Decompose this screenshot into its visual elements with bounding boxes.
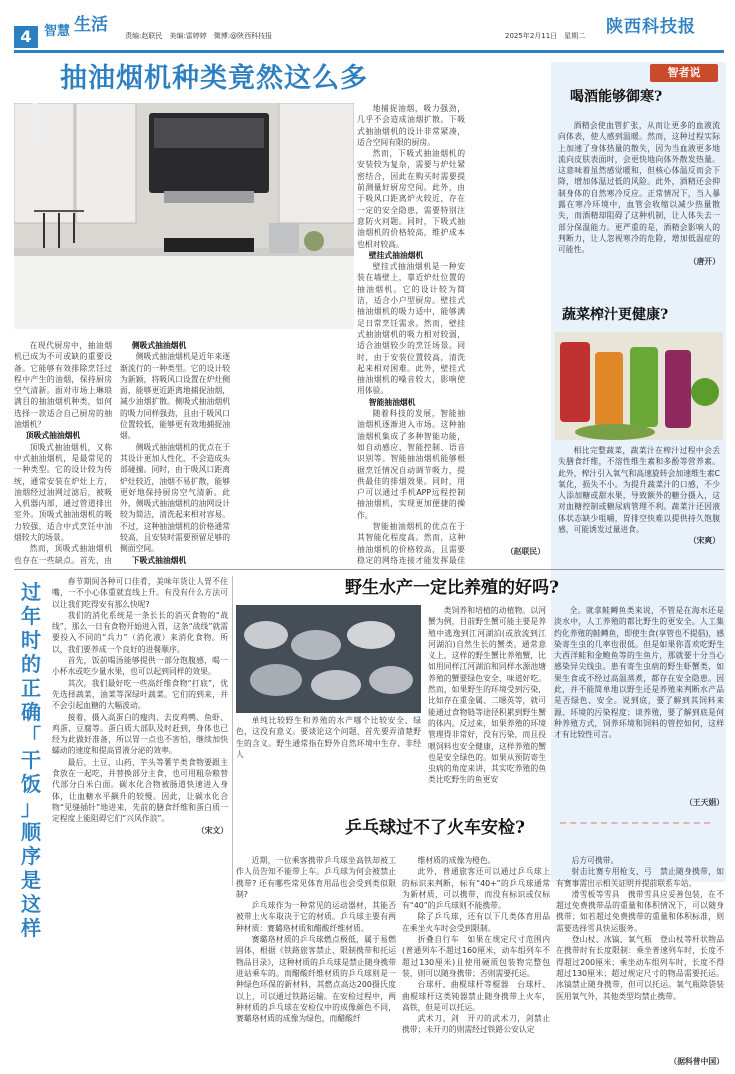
hood-column-1	[14, 340, 112, 565]
paragraph: 侧吸式抽油烟机的优点在于其设计更加人性化，不会造成头部碰撞。同时，由于吸风口距离炉灶较近，油烟不易扩散，能够更好地保持厨房空气清新。此外，侧吸式抽油烟机的油网设计较为简洁，清洗起来相对容易。不过，这种抽油烟机的价格通常较高，且安装时需要预留足够的侧面空间。	[120, 442, 230, 554]
hood-column-2	[120, 340, 230, 565]
paragraph: 我们的消化系统是一条长长的消灭食物的“战线”，那么一日有食物开始进入胃，这条“战线”就需要投入不同的“兵力”（消化液）来消化食物。所以，我们要养成一个良好的进餐顺序。	[52, 610, 228, 654]
paragraph: 登山杖、冰镐、氧气瓶 登山杖等杆状物品在携带时有长度限制：乘坐普速列车时，长度不得超过200厘米；乘坐动车组列车时，长度不得超过130厘米；超过规定尺寸的物品需要托运。冰镐禁止随身携带，但可以托运。氧气瓶除袋装医用氧气外，其他类型均禁止携带。	[556, 935, 724, 1001]
paragraph: 后方可携带。	[571, 856, 619, 865]
pingpong-column-2	[402, 855, 550, 1067]
title-char: 样	[21, 916, 41, 940]
editor-credits: 责编:赵联民 美编:雷婷婷 微博:@陕西科技报	[125, 32, 273, 40]
juice-byline: （宋爽）	[688, 536, 720, 546]
juice-title: 蔬菜榨汁更健康?	[562, 307, 669, 323]
title-char: 确	[21, 700, 41, 724]
header-rule	[14, 50, 724, 53]
paragraph: 乒乓球作为一种常见的运动器材，其能否被带上火车取决于它的材质。乒乓球主要有两种材质：赛璐珞材质和醋酸纤维材质。	[236, 901, 396, 933]
section-name-a: 智慧	[44, 24, 71, 39]
paragraph: 武术刀、剑 开刃的武术刀，剑禁止携带；未开刃的则需经过铁路公安认定	[402, 1014, 550, 1035]
paragraph: 赛璐珞材质的乒乓球燃点极低，属于易燃固体，根据《铁路旅客禁止、限制携带和托运物品目录》，这种材质的乒乓球是禁止随身携带进站乘车的。而醋酸纤维材质的乒乓球则是一种绿色环保的新材料，其燃点高达200摄氏度以上，可以通过铁路运输。在安检过程中，两种材质的乒乓球在安检仪中的成像颜色不同，赛璐珞材质的成像为绿色，而醋酸纤	[236, 935, 396, 1024]
paragraph: 维材质的成像为橙色。	[417, 856, 496, 865]
sidebar-badge: 智者说	[650, 64, 718, 82]
paragraph: 然而，顶吸式抽油烟机也存在一些缺点。首先，由	[14, 544, 112, 565]
title-char: 过	[21, 580, 41, 604]
drink-text: 酒精会使血管扩张，从而让更多的血液流向体表，使人感到温暖。然而，这种过程实际上加速了身体热量的散失，因为当血液更多地流向皮肤表面时，会更快地向体外散发热量。这意味着虽然感觉暖和，但核心体温反而会下降，增加体温过低的风险。此外，酒精还会抑制身体的自然寒冷反应。正常情况下，当人暴露在寒冷环境中，血管会收缩以减少热量散失，而酒精却阻碍了这种机制，让人体失去一部分保温能力。更严重的是，酒精会影响人的判断力，让人忽视寒冷的危险，增加低温症的可能性。 （唐开）	[558, 121, 720, 266]
pingpong-column-3	[556, 855, 724, 1055]
title-char: 是	[21, 868, 41, 892]
newspaper-brand: 陕西科技报	[606, 17, 696, 37]
hood-column-3	[357, 103, 465, 565]
paragraph: 其次，我们最好吃一些高纤维食物“打底”，优先选择蔬菜，油菜等深绿叶蔬菜。它们的到来，并不会引起血糖的大幅波动。	[52, 678, 228, 711]
hood-article-title: 抽油烟机种类竟然这么多	[60, 63, 368, 94]
title-decoration	[560, 822, 710, 836]
juice-text: 相比完整蔬菜，蔬菜汁在榨汁过程中会丢失膳食纤维，不溶性维生素和多酚等营养素。此外，榨汁引入氧气和高速旋转会加速维生素C氧化，损失不小。为提升蔬菜汁的口感，不少人添加糖或甜水果，导致额外的糖分摄入，这对血糖控制或糖尿病管理不利。蔬菜汁还因液体状态缺少咀嚼，胃排空快难以提供持久饱腹感，可能诱发过量进食。 （宋爽）	[558, 446, 720, 546]
pingpong-column-1	[236, 855, 396, 1067]
paragraph: 接着，摄入高蛋白的瘦肉、去皮鸡鸭、鱼虾、鸡蛋、豆腐等。蛋白质大部队及时赶到，身体也已经为此做好准备，所以胃一点也不害怕，继续加快蠕动的速度和提高胃液分泌的效率。	[52, 712, 228, 756]
hood-byline: （赵联民）	[506, 547, 545, 556]
rice-divider	[232, 576, 233, 886]
title-char: 顺	[21, 820, 41, 844]
title-char: 」	[21, 796, 41, 820]
subheading: 智能抽油烟机	[368, 397, 416, 407]
paragraph: 最后，土豆、山药、芋头等薯芋类食物要跟主食放在一起吃，并替换部分主食，也可用粗杂粮替代部分白米白面。碳水化合物被肠道快速进入身体，让血糖水平飙升的较慢。因此，让碳水化合物“见缝插针”地进来，先前的膳食纤维和蛋白质一定程度上能阻碍它们“兴风作浪”。	[52, 757, 228, 824]
paragraph: 滑雪板等雪具 携带雪具应妥善包装，在不超过免费携带品的重量和体积情况下，可以随身携带；如若超过免费携带的重量和体积标准，则需要选择雪具快运服务。	[556, 889, 724, 933]
paragraph: 春节期间各种可口佳肴，美味年货让人胃不住嘴，一不小心体重就直线上升。有没有什么方法可以让我们吃得安有那么快呢?	[52, 577, 228, 609]
title-char: 饭	[21, 772, 41, 796]
paragraph: 壁挂式抽油烟机是一种安装在墙壁上，靠近炉灶位置的抽油烟机。它的设计较为简洁，适合小户型厨房。壁挂式抽油烟机的吸力适中，能够满足日常烹饪需求。然而，壁挂式抽油烟机的吸力相对较弱，适合油烟较少的烹饪场景。同时，由于安装位置较高，清洗起来相对困难。此外，壁挂式抽油烟机的噪音较大，影响使用体验。	[357, 262, 465, 396]
section-divider	[14, 569, 724, 570]
fish-column-b: 全。就拿鲑鳟鱼类来说，不管是在海水还是淡水中，人工养殖的都比野生的更安全。人工集约化养殖的鲑鳟鱼，即使生食(享管也不提倡)，感染寄生虫的几率也很低。但是如果你喜欢吃野生大西洋鲑和金鲍鱼等的生鱼片，那就要十分当心感染异尖线虫。患有寄生虫病的野生虾蟹类，如果生食或不经过高温蒸煮，都存在安全隐患。因此，并不能简单地以野生还是养殖来判断水产品是否绿色、安全。说到底，要了解到其饲料来源、环境的污染程度；谈养殖，要了解到底是何种养殖方式，饲养环境和饲料的管控如何，这样才有比较性可言。	[554, 606, 724, 740]
title-char: 正	[21, 676, 41, 700]
fish-article-title: 野生水产一定比养殖的好吗?	[345, 578, 559, 598]
paragraph: 顶吸式抽油烟机，又称中式抽油烟机，是最常见的一种类型。它的设计较为传统，通常安装在炉灶上方，油烟经过油网过滤后，被吸入机器内部，通过管道排出室外。顶吸式抽油烟机的吸力较强，适合中式烹饪中油烟较大的场景。	[14, 442, 112, 543]
title-char: 这	[21, 892, 41, 916]
title-char: 时	[21, 628, 41, 652]
title-char: 年	[21, 604, 41, 628]
rice-byline: （宋文）	[196, 825, 228, 835]
fish-byline: （王天娟）	[685, 798, 724, 807]
page-header	[0, 0, 735, 52]
title-char: 干	[21, 748, 41, 772]
paragraph: 在现代厨房中，抽油烟机已成为不可或缺的重要设备。它能够有效排除烹饪过程中产生的油烟，保持厨房空气清新。面对市场上琳琅满目的抽油烟机种类，如何选择一款适合自己厨房的抽油烟机？	[14, 341, 112, 430]
title-char: 序	[21, 844, 41, 868]
subheading: 顶吸式抽油烟机	[25, 431, 81, 441]
fish-caption: 单纯比较野生和养殖的水产哪个比较安全、绿色，这没有意义。要谈论这个问题，首先要弄清楚野生的含义。野生通常指在野外自然环境中生存、非经人	[236, 716, 421, 759]
kitchen-photo	[14, 103, 354, 329]
issue-date: 2025年2月11日 星期二	[505, 32, 586, 40]
section-name-b: 生活	[74, 15, 108, 35]
paragraph: 首先，饭前喝汤能够提供一部分饱腹感，喝一小杯水或吃少量水果，也可以起到同样的效果。	[52, 656, 228, 677]
paragraph: 台球杆、曲棍球杆等棍器 台球杆、曲棍球杆这类钝器禁止随身携带上火车，高铁，但是可以托运。	[402, 980, 550, 1012]
paragraph: 随着科技的发展，智能抽油烟机逐渐进入市场。这种抽油烟机集成了多种智能功能，如自动感应、智能控制、语音识别等。智能抽油烟机能够根据烹饪情况自动调节吸力，提供最佳的排烟效果。同时，用户可以通过手机APP远程控制抽油烟机，实现更加便捷的操作。	[357, 409, 465, 520]
paragraph: 然而，下吸式抽油烟机的安装较为复杂，需要与炉灶紧密结合，因此在购买时需要提前测量好厨房空间。此外，由于吸风口距离炉火较近，存在一定的安全隐患，需要特别注意防火问题。同时，下吸式抽油烟机的价格较高，维护成本也相对较高。	[357, 149, 465, 249]
paragraph: 侧吸式抽油烟机是近年来逐渐流行的一种类型。它的设计较为新颖，将吸风口设置在炉灶侧面，能够更近距离地捕捉油烟，减少油烟扩散。侧吸式抽油烟机的吸力同样强劲，且由于吸风口位置较低，能够更有效地捕捉油烟。	[120, 352, 230, 441]
subheading: 侧吸式抽油烟机	[131, 341, 187, 350]
vegetable-juice-photo	[555, 332, 723, 440]
title-char: 的	[21, 652, 41, 676]
clam-photo	[236, 605, 421, 713]
pingpong-article-title: 乒乓球过不了火车安检?	[345, 818, 525, 838]
page-number: 4	[14, 26, 38, 48]
fish-column-a: 类饲养和培植的动植物。以河蟹为例，目前野生蟹可能主要是养殖中逃逸到江河湖泊(或放流到江河湖泊)自然生长的蟹类。通常意义上，这样的野生蟹比养殖蟹，比如用同样江河湖泊和同样水源池塘养殖的蟹要绿色安全、味道好吃。然而，如果野生的环境受到污染，比如存在重金属、二噁英等，就可能通过食物链等途径积累到野生蟹的体内。反过来，如果养殖的环境管理得非常好，没有污染，而且投喂饲料也安全健康，这样养殖的蟹也是安全绿色的。如果从预防寄生虫病的角度来讲，其实吃养殖的鱼类比吃野生的鱼更安	[428, 606, 546, 785]
paragraph: 此外，普通旅客还可以通过乒乓球上的标识来判断，标有“40+”的乒乓球通常为新材质，可以携带，而没有标识或仅标有“40”的乒乓球则不能携带。	[402, 867, 550, 911]
title-char: 「	[21, 724, 41, 748]
subheading: 壁挂式抽油烟机	[368, 250, 424, 260]
subheading: 下吸式抽油烟机	[131, 555, 187, 565]
paragraph: 地捕捉油烟，吸力强劲，几乎不会造成油烟扩散。下吸式抽油烟机的设计非常紧凑，适合空间有限的厨房。	[357, 104, 465, 147]
rice-article-title	[16, 580, 46, 940]
drink-title: 喝酒能够御寒?	[570, 89, 663, 105]
drink-byline: （唐开）	[688, 256, 720, 266]
pingpong-byline: （据科普中国）	[669, 1057, 724, 1066]
paragraph: 近期，一位乘客携带乒乓球坐高铁却被工作人员告知不能带上车。乒乓球为何会被禁止携带? 还有哪些常见体育用品也会受到类似限制?	[236, 856, 396, 899]
rice-article-text	[52, 576, 228, 886]
paragraph: 智能抽油烟机的优点在于其智能化程度高。然而，这种抽油烟机的价格较高，且需要稳定的网络连接才能发挥最佳	[357, 521, 465, 565]
paragraph: 射击比赛专用枪支、弓 禁止随身携带，如有赛事需出示相关证明并提前联系车站。	[556, 867, 724, 888]
paragraph: 折叠自行车 如果在规定尺寸范围内(普通列车不超过160厘米，动车组列车不超过130厘米)且使用硬质包装物完整包装，则可以随身携带；否则需要托运。	[402, 935, 550, 978]
paragraph: 除了乒乓球，还有以下几类体育用品在乘坐火车时会受到限制。	[402, 912, 550, 933]
